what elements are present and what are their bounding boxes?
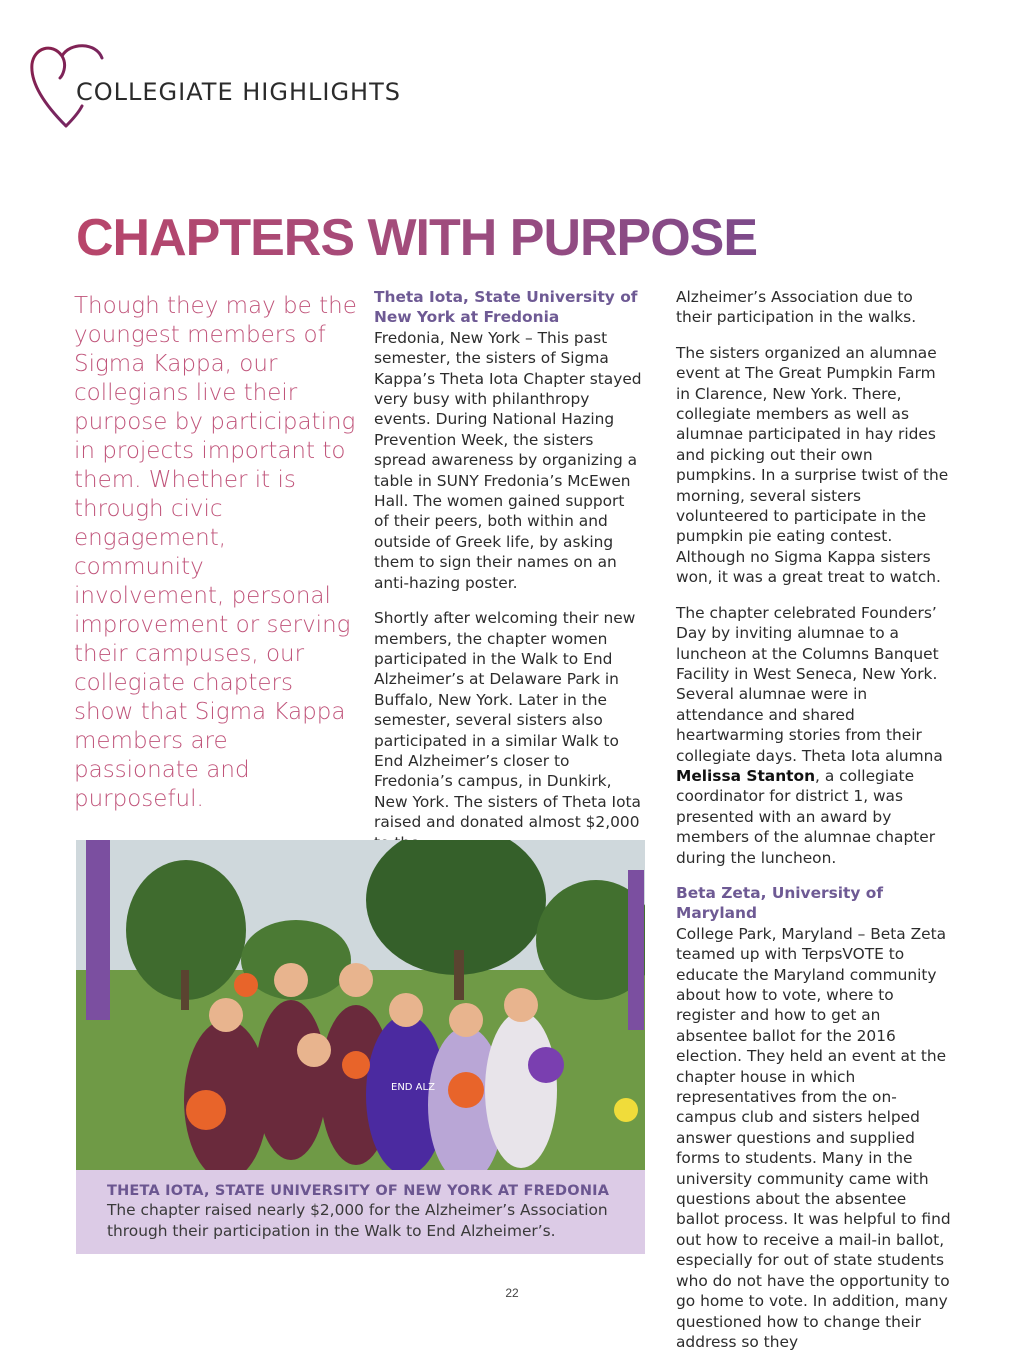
theta-iota-p3: The sisters organized an alumnae event at The Great Pumpkin Farm in Clarence, New York. There, collegiate members as well as alumnae participated in hay rides and picking out their own pumpkins. In a surprise twist of the morning, several sisters volunteered to participate in the pumpkin pie eating contest. Although no Sigma Kappa sisters won, it was a great treat to watch.	[676, 343, 949, 587]
beta-zeta-paragraph	[676, 883, 951, 1352]
theta-iota-paragraph-1	[374, 287, 644, 593]
photo-caption	[76, 1170, 645, 1254]
chapter-photo-illustration	[76, 840, 645, 1170]
theta-iota-p4-before: The chapter celebrated Founders’ Day by inviting alumnae to a luncheon at the Columns Banquet Facility in West Seneca, New York. Several alumnae were in attendance and shared heartwarming stories from their collegiate days. Theta Iota alumna	[676, 603, 943, 765]
caption-title: THETA IOTA, STATE UNIVERSITY OF NEW YORK AT FREDONIA	[107, 1183, 610, 1199]
caption-body: The chapter raised nearly $2,000 for the Alzheimer’s Association through their participation in the Walk to End Alzheimer’s.	[107, 1201, 608, 1240]
section-label: COLLEGIATE HIGHLIGHTS	[76, 78, 401, 106]
theta-iota-p1: Fredonia, New York – This past semester, the sisters of Sigma Kappa’s Theta Iota Chapter stayed very busy with philanthropy events. During National Hazing Prevention Week, the sisters spread awareness by organizing a table in SUNY Fredonia’s McEwen Hall. The women gained support of their peers, both within and outside of Greek life, by asking them to sign their names on an anti-hazing poster.	[374, 328, 642, 592]
shirt-text: END ALZ	[391, 1082, 435, 1093]
beta-zeta-p1: College Park, Maryland – Beta Zeta teamed up with TerpsVOTE to educate the Maryland community about how to vote, where to register and how to get an absentee ballot for the 2016 election. They held an event at the chapter house in which representatives from the on-campus club and sisters helped answer questions and supplied forms to students. Many in the university community came with questions about the absentee ballot process. It was helpful to find out how to receive a mail-in ballot, especially for out of state students who do not have the opportunity to go home to vote. In addition, many questioned how to change their address so they	[676, 924, 951, 1351]
theta-iota-paragraph-4	[676, 603, 951, 868]
theta-iota-p4-after: , a collegiate coordinator for district 1, was presented with an award by members of the alumnae chapter during the luncheon.	[676, 766, 936, 867]
chapter-photo	[76, 840, 645, 1170]
page-title: CHAPTERS WITH PURPOSE	[76, 209, 758, 267]
alumna-name: Melissa Stanton	[676, 766, 816, 785]
page-number: 22	[505, 1286, 519, 1300]
beta-zeta-heading: Beta Zeta, University of Maryland	[676, 883, 884, 923]
intro-text: Though they may be the youngest members of Sigma Kappa, our collegians live their purpose by participating in projects important to them. Whether it is through civic engagement, community involvement, personal improvement or serving their campuses, our collegiate chapters show that Sigma Kappa members are passionate and purposeful.	[74, 293, 357, 812]
article-column-right	[676, 287, 951, 1367]
theta-iota-p2: Shortly after welcoming their new members, the chapter women participated in the Walk to End Alzheimer’s at Delaware Park in Buffalo, New York. Later in the semester, several sisters also participated in a similar Walk to End Alzheimer’s closer to Fredonia’s campus, in Dunkirk, New York. The sisters of Theta Iota raised and donated almost $2,000	[374, 609, 641, 832]
theta-iota-p2-cont: Alzheimer’s Association due to their participation in the walks.	[676, 288, 917, 327]
article-column-middle	[374, 287, 644, 868]
theta-iota-heading: Theta Iota, State University of New York at Fredonia	[374, 288, 638, 327]
